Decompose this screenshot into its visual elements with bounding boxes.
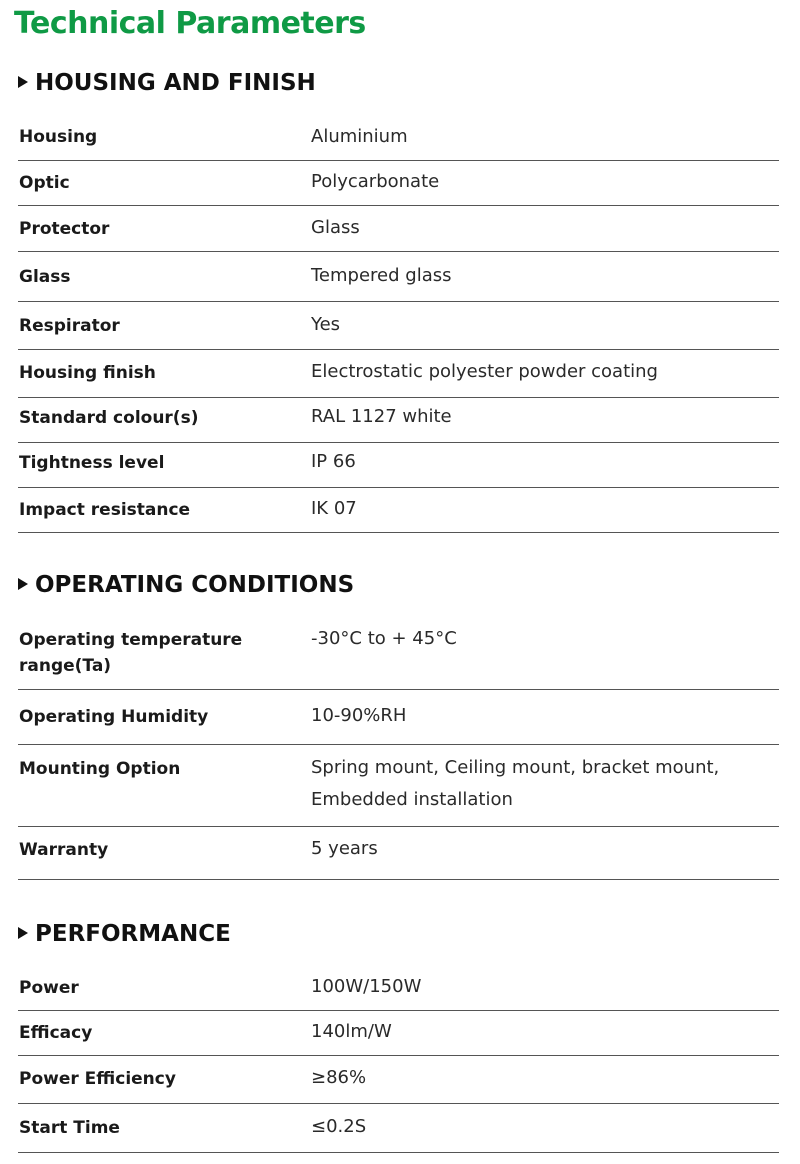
section-heading-text: OPERATING CONDITIONS — [35, 572, 355, 598]
table-row — [18, 1104, 779, 1153]
row-value: Glass — [311, 217, 360, 238]
table-row — [18, 114, 779, 161]
row-label: Glass — [19, 267, 71, 287]
row-label: Efficacy — [19, 1023, 93, 1043]
table-row — [18, 443, 779, 488]
row-value: ≥86% — [311, 1067, 367, 1088]
row-value: Aluminium — [311, 126, 408, 147]
table-row — [18, 617, 779, 690]
row-label: Mounting Option — [19, 759, 181, 779]
row-value: IK 07 — [311, 498, 357, 519]
section-heading-operating-conditions — [18, 572, 354, 598]
row-label: Power — [19, 978, 79, 998]
row-label: Housing finish — [19, 363, 156, 383]
row-label: Optic — [19, 173, 70, 193]
row-label: Impact resistance — [19, 500, 191, 520]
row-label: Respirator — [19, 316, 120, 336]
table-row — [18, 488, 779, 533]
row-value: 10-90%RH — [311, 705, 407, 726]
table-row — [18, 827, 779, 880]
row-value: RAL 1127 white — [311, 406, 452, 427]
section-heading-performance — [18, 921, 231, 947]
row-label: Warranty — [19, 840, 109, 860]
row-value: IP 66 — [311, 451, 356, 472]
table-row — [18, 350, 779, 398]
row-value: -30°C to + 45°C — [311, 628, 457, 649]
section-heading-text: PERFORMANCE — [35, 921, 231, 947]
row-label: Tightness level — [19, 453, 165, 473]
section-heading-housing-and-finish — [18, 70, 316, 96]
page-title: Technical Parameters — [14, 6, 366, 41]
table-row — [18, 690, 779, 745]
row-value: 100W/150W — [311, 976, 422, 997]
table-row — [18, 398, 779, 443]
row-value: Spring mount, Ceiling mount, bracket mount, Embedded installation — [311, 757, 720, 810]
row-value: 5 years — [311, 838, 378, 859]
row-label: Standard colour(s) — [19, 408, 199, 428]
table-row — [18, 252, 779, 302]
triangle-right-icon — [18, 578, 28, 590]
row-value: Polycarbonate — [311, 171, 440, 192]
triangle-right-icon — [18, 76, 28, 88]
table-row — [18, 302, 779, 350]
triangle-right-icon — [18, 927, 28, 939]
row-label: Operating temperature range(Ta) — [19, 630, 243, 676]
section-heading-text: HOUSING AND FINISH — [35, 70, 316, 96]
row-label: Start Time — [19, 1118, 120, 1138]
table-row — [18, 161, 779, 206]
row-label: Power Efficiency — [19, 1069, 176, 1089]
table-row — [18, 206, 779, 252]
table-row — [18, 1011, 779, 1056]
row-value: Electrostatic polyester powder coating — [311, 361, 658, 382]
table-row — [18, 745, 779, 827]
table-row — [18, 965, 779, 1011]
row-label: Housing — [19, 127, 98, 147]
row-label: Operating Humidity — [19, 707, 209, 727]
row-value: ≤0.2S — [311, 1116, 367, 1137]
row-label: Protector — [19, 219, 110, 239]
row-value: Tempered glass — [311, 265, 452, 286]
row-value: 140lm/W — [311, 1021, 392, 1042]
table-row — [18, 1056, 779, 1104]
row-value: Yes — [311, 314, 341, 335]
